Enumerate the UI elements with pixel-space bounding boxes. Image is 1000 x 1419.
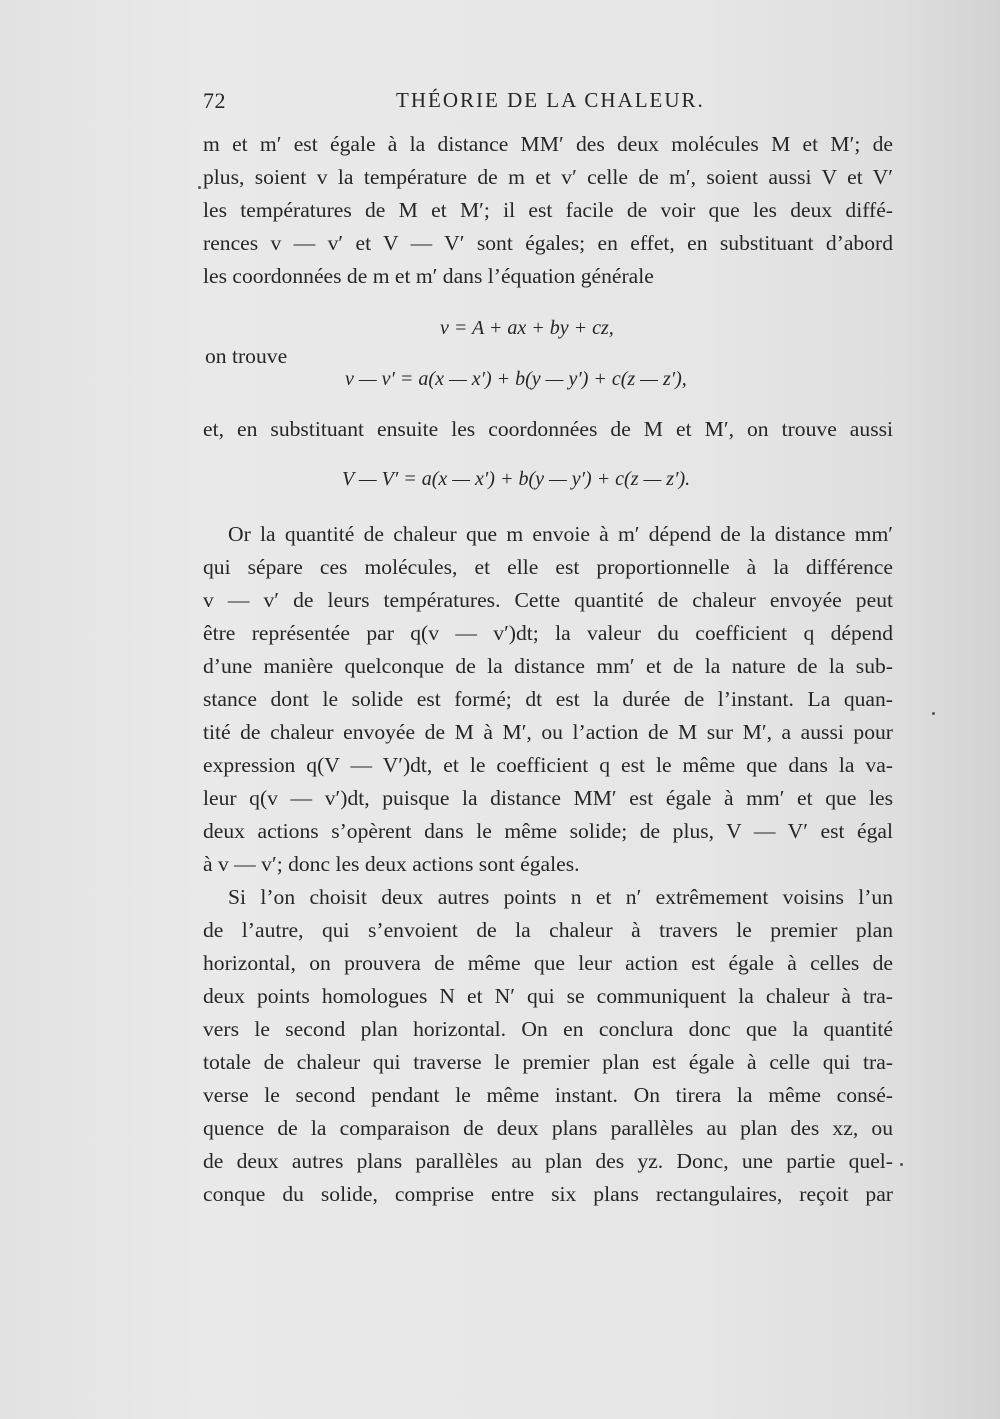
scan-speck (198, 186, 201, 189)
text-line: quence de la comparaison de deux plans parallèles au plan des xz, ou (203, 1116, 893, 1140)
text-line: rences v — v′ et V — V′ sont égales; en effet, en substituant d’abord (203, 231, 893, 255)
text-line: horizontal, on prouvera de même que leur action est égale à celles de (203, 951, 893, 975)
running-title: THÉORIE DE LA CHALEUR. (396, 88, 705, 112)
text-line: leur q(v — v′)dt, puisque la distance MM′ est égale à mm′ et que les (203, 786, 893, 810)
running-head (203, 88, 893, 118)
text-line: d’une manière quelconque de la distance mm′ et de la nature de la sub- (203, 654, 893, 678)
text-line: être représentée par q(v — v′)dt; la valeur du coefficient q dépend (203, 621, 893, 645)
text-line: les températures de M et M′; il est facile de voir que les deux diffé- (203, 198, 893, 222)
scan-speck (900, 1163, 903, 1166)
text-line: m et m′ est égale à la distance MM′ des deux molécules M et M′; de (203, 132, 893, 156)
text-line: qui sépare ces molécules, et elle est proportionnelle à la différence (203, 555, 893, 579)
text-line: de l’autre, qui s’envoient de la chaleur à travers le premier plan (203, 918, 893, 942)
text-line: conque du solide, comprise entre six plans rectangulaires, reçoit par (203, 1182, 893, 1206)
text-line: les coordonnées de m et m′ dans l’équation générale (203, 264, 654, 288)
text-line: et, en substituant ensuite les coordonnées de M et M′, on trouve aussi (203, 417, 893, 441)
text-line: tité de chaleur envoyée de M à M′, ou l’action de M sur M′, a aussi pour (203, 720, 893, 744)
scan-speck (932, 712, 935, 715)
text-line: stance dont le solide est formé; dt est la durée de l’instant. La quan- (203, 687, 893, 711)
equation-difference-small: v — v′ = a(x — x′) + b(y — y′) + c(z — z′), (345, 368, 687, 390)
equation-difference-large: V — V′ = a(x — x′) + b(y — y′) + c(z — z′). (342, 468, 691, 490)
text-line: vers le second plan horizontal. On en conclura donc que la quantité (203, 1017, 893, 1041)
text-line: expression q(V — V′)dt, et le coefficient q est le même que dans la va- (203, 753, 893, 777)
text-line: Or la quantité de chaleur que m envoie à m′ dépend de la distance mm′ (228, 522, 893, 546)
equation-label: on trouve (205, 344, 288, 368)
text-line: totale de chaleur qui traverse le premier plan est égale à celle qui tra- (203, 1050, 893, 1074)
text-line: Si l’on choisit deux autres points n et n′ extrêmement voisins l’un (228, 885, 893, 909)
text-line: v — v′ de leurs températures. Cette quantité de chaleur envoyée peut (203, 588, 893, 612)
text-line: verse le second pendant le même instant. On tirera la même consé- (203, 1083, 893, 1107)
text-line: deux actions s’opèrent dans le même solide; de plus, V — V′ est égal (203, 819, 893, 843)
text-line: de deux autres plans parallèles au plan des yz. Donc, une partie quel- (203, 1149, 893, 1173)
text-line: à v — v′; donc les deux actions sont égales. (203, 852, 580, 876)
equation-general: v = A + ax + by + cz, (440, 317, 614, 339)
text-line: deux points homologues N et N′ qui se communiquent la chaleur à tra- (203, 984, 893, 1008)
page-number: 72 (203, 88, 226, 113)
text-line: plus, soient v la température de m et v′ celle de m′, soient aussi V et V′ (203, 165, 893, 189)
